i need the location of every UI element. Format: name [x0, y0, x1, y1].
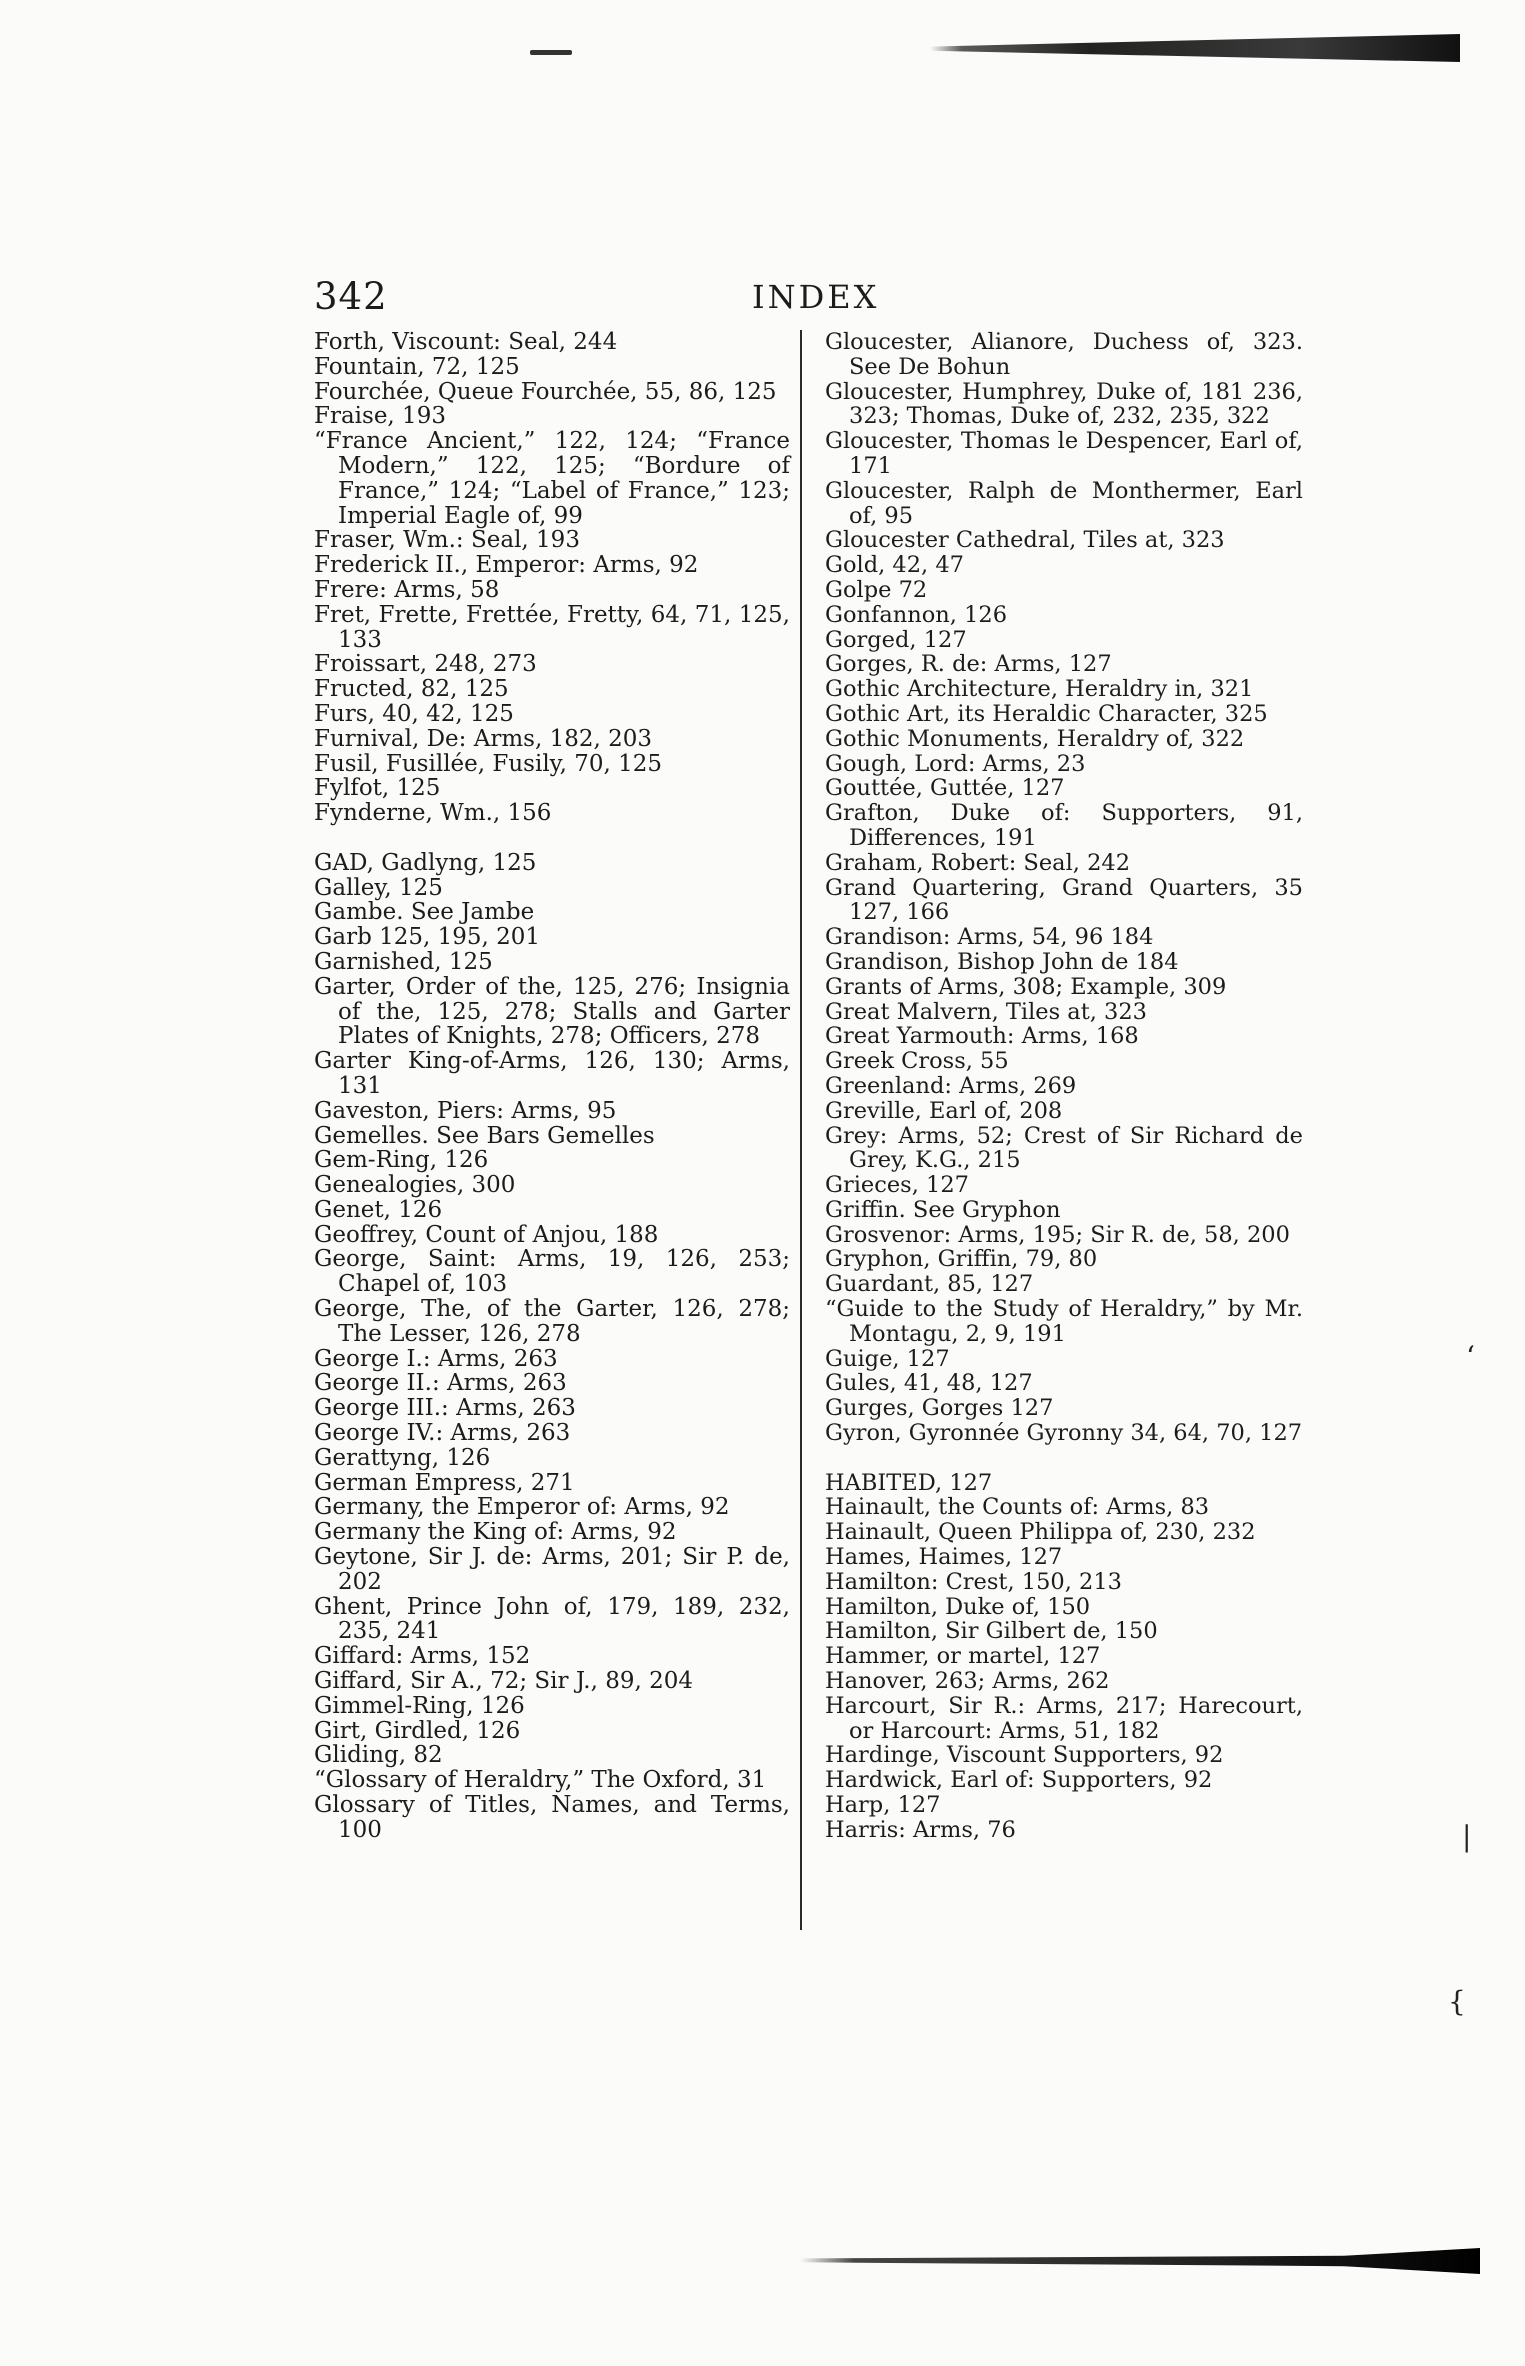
index-entry: Gloucester, Ralph de Monthermer, Earl of, 95: [825, 477, 1303, 529]
index-entry: George III.: Arms, 263: [314, 1395, 576, 1422]
index-entry: Gliding, 82: [314, 1742, 443, 1769]
index-entry: Garter King-of-Arms, 126, 130; Arms, 131: [314, 1048, 790, 1099]
section-gap: [825, 1446, 1303, 1471]
index-entry: Grafton, Duke of: Supporters, 91, Differences, 191: [825, 800, 1303, 851]
index-entry: Grandison: Arms, 54, 96 184: [825, 924, 1154, 951]
index-entry: GAD, Gadlyng, 125: [314, 849, 537, 876]
index-entry: Garter, Order of the, 125, 276; Insignia of the, 125, 278; Stalls and Garter Plates of Knights, 278; Officers, 278: [314, 973, 790, 1050]
running-head: INDEX: [752, 278, 880, 316]
index-entry: Giffard, Sir A., 72; Sir J., 89, 204: [314, 1668, 693, 1695]
index-entry: George, Saint: Arms, 19, 126, 253; Chapel of, 103: [314, 1246, 790, 1298]
index-entry: George I.: Arms, 263: [314, 1345, 558, 1372]
index-entry: Gemelles. See Bars Gemelles: [314, 1122, 655, 1149]
index-entry: Grey: Arms, 52; Crest of Sir Richard de Grey, K.G., 215: [825, 1122, 1303, 1174]
index-entry: Germany, the Emperor of: Arms, 92: [314, 1494, 730, 1521]
index-entry: Gloucester, Thomas le Despencer, Earl of, 171: [825, 428, 1303, 479]
index-entry: “Guide to the Study of Heraldry,” by Mr. Montagu, 2, 9, 191: [825, 1296, 1303, 1347]
index-entry: Hainault, the Counts of: Arms, 83: [825, 1494, 1210, 1521]
index-entry: Garb 125, 195, 201: [314, 924, 541, 951]
index-entry: Gorges, R. de: Arms, 127: [825, 651, 1112, 678]
index-entry: Grosvenor: Arms, 195; Sir R. de, 58, 200: [825, 1221, 1290, 1248]
index-entry: German Empress, 271: [314, 1469, 575, 1496]
index-entry: “France Ancient,” 122, 124; “France Modern,” 122, 125; “Bordure of France,” 124; “Label of France,” 123; Imperial Eagle of, 99: [314, 428, 790, 529]
index-entry: Gurges, Gorges 127: [825, 1395, 1054, 1422]
index-entry: Gothic Art, its Heraldic Character, 325: [825, 700, 1268, 727]
index-entry: Fraise, 193: [314, 403, 446, 430]
scan-artifact-margin-mark: {: [1448, 1985, 1466, 2018]
index-entry: Gerattyng, 126: [314, 1444, 491, 1471]
index-entry: Fraser, Wm.: Seal, 193: [314, 527, 580, 554]
index-entry: HABITED, 127: [825, 1469, 993, 1496]
index-entry: Genealogies, 300: [314, 1172, 516, 1199]
index-entry: George, The, of the Garter, 126, 278; The Lesser, 126, 278: [314, 1296, 790, 1347]
index-entry: Gothic Architecture, Heraldry in, 321: [825, 676, 1254, 703]
index-entry: Great Yarmouth: Arms, 168: [825, 1023, 1139, 1050]
index-entry: Frederick II., Emperor: Arms, 92: [314, 552, 699, 579]
index-entry: Gambe. See Jambe: [314, 899, 535, 926]
index-entry: Ghent, Prince John of, 179, 189, 232, 235, 241: [314, 1593, 790, 1645]
scan-artifact-margin-mark: |: [1462, 1820, 1472, 1853]
index-entry: Gonfannon, 126: [825, 601, 1008, 628]
index-entry: Fynderne, Wm., 156: [314, 800, 552, 827]
index-entry: George IV.: Arms, 263: [314, 1420, 571, 1447]
index-entry: Garnished, 125: [314, 948, 493, 975]
index-entry: Furnival, De: Arms, 182, 203: [314, 725, 652, 752]
index-entry: Germany the King of: Arms, 92: [314, 1519, 677, 1546]
scan-artifact-bottom-bar: [800, 2248, 1480, 2274]
index-entry: Gloucester Cathedral, Tiles at, 323: [825, 527, 1225, 554]
index-entry: George II.: Arms, 263: [314, 1370, 567, 1397]
index-entry: Galley, 125: [314, 874, 443, 901]
index-entry: “Glossary of Heraldry,” The Oxford, 31: [314, 1767, 767, 1794]
scan-artifact-margin-mark: ‘: [1466, 1340, 1475, 1373]
index-entry: Gryphon, Griffin, 79, 80: [825, 1246, 1098, 1273]
index-entry: Fusil, Fusillée, Fusily, 70, 125: [314, 750, 663, 777]
index-entry: Giffard: Arms, 152: [314, 1643, 531, 1670]
index-entry: Fylfot, 125: [314, 775, 441, 802]
index-entry: Gaveston, Piers: Arms, 95: [314, 1097, 617, 1124]
index-entry: Gold, 42, 47: [825, 552, 964, 579]
index-entry: Forth, Viscount: Seal, 244: [314, 329, 618, 355]
index-column-left: [314, 330, 790, 1843]
index-entry: Gem-Ring, 126: [314, 1147, 489, 1174]
scan-artifact-top-left: [530, 50, 572, 55]
index-entry: Graham, Robert: Seal, 242: [825, 849, 1131, 876]
index-entry: Gothic Monuments, Heraldry of, 322: [825, 725, 1245, 752]
page-number: 342: [314, 275, 388, 318]
index-entry: Frere: Arms, 58: [314, 576, 500, 603]
index-entry: Fructed, 82, 125: [314, 676, 509, 703]
index-entry: Froissart, 248, 273: [314, 651, 537, 678]
index-entry: Gouttée, Guttée, 127: [825, 775, 1065, 802]
index-entry: Gules, 41, 48, 127: [825, 1370, 1033, 1397]
index-entry: Golpe 72: [825, 576, 928, 603]
index-entry: Glossary of Titles, Names, and Terms, 100: [314, 1792, 790, 1843]
index-entry: Guardant, 85, 127: [825, 1271, 1034, 1298]
index-entry: Gough, Lord: Arms, 23: [825, 750, 1086, 777]
index-entry: Gloucester, Humphrey, Duke of, 181 236, 323; Thomas, Duke of, 232, 235, 322: [825, 378, 1303, 430]
scan-artifact-top-bar: [930, 34, 1460, 62]
index-entry: Hamilton: Crest, 150, 213: [825, 1568, 1122, 1595]
index-entry: Great Malvern, Tiles at, 323: [825, 998, 1147, 1025]
index-entry: Griffin. See Gryphon: [825, 1196, 1061, 1223]
index-entry: Girt, Girdled, 126: [314, 1717, 521, 1744]
index-entry: Hardwick, Earl of: Supporters, 92: [825, 1767, 1213, 1794]
index-entry: Harcourt, Sir R.: Arms, 217; Harecourt, or Harcourt: Arms, 51, 182: [825, 1692, 1303, 1744]
index-entry: Hamilton, Sir Gilbert de, 150: [825, 1618, 1158, 1645]
index-entry: Hanover, 263; Arms, 262: [825, 1668, 1110, 1695]
index-entry: Fountain, 72, 125: [314, 353, 520, 380]
index-entry: Harp, 127: [825, 1792, 941, 1819]
index-entry: Geoffrey, Count of Anjou, 188: [314, 1221, 659, 1248]
index-entry: Gyron, Gyronnée Gyronny 34, 64, 70, 127: [825, 1420, 1303, 1447]
index-entry: Harris: Arms, 76: [825, 1816, 1016, 1843]
index-entry: Hames, Haimes, 127: [825, 1544, 1063, 1571]
index-entry: Geytone, Sir J. de: Arms, 201; Sir P. de, 202: [314, 1544, 790, 1595]
index-entry: Gorged, 127: [825, 626, 967, 653]
index-entry: Furs, 40, 42, 125: [314, 700, 514, 727]
index-column-right: [825, 330, 1303, 1843]
index-entry: Grants of Arms, 308; Example, 309: [825, 973, 1227, 1000]
index-entry: Gimmel-Ring, 126: [314, 1692, 525, 1719]
index-entry: Fourchée, Queue Fourchée, 55, 86, 125: [314, 378, 777, 405]
index-entry: Greenland: Arms, 269: [825, 1072, 1077, 1099]
index-entry: Guige, 127: [825, 1345, 950, 1372]
index-entry: Genet, 126: [314, 1196, 443, 1223]
section-gap: [314, 826, 790, 851]
index-entry: Grieces, 127: [825, 1172, 969, 1199]
index-entry: Hardinge, Viscount Supporters, 92: [825, 1742, 1224, 1769]
index-entry: Grandison, Bishop John de 184: [825, 948, 1179, 975]
index-entry: Hammer, or martel, 127: [825, 1643, 1101, 1670]
index-entry: Grand Quartering, Grand Quarters, 35 127, 166: [825, 874, 1303, 926]
index-entry: Gloucester, Alianore, Duchess of, 323. See De Bohun: [825, 329, 1303, 380]
index-entry: Fret, Frette, Frettée, Fretty, 64, 71, 125, 133: [314, 601, 790, 653]
index-entry: Greville, Earl of, 208: [825, 1097, 1063, 1124]
index-entry: Hainault, Queen Philippa of, 230, 232: [825, 1519, 1256, 1546]
index-entry: Hamilton, Duke of, 150: [825, 1593, 1091, 1620]
column-divider: [800, 330, 802, 1930]
index-entry: Greek Cross, 55: [825, 1048, 1009, 1075]
